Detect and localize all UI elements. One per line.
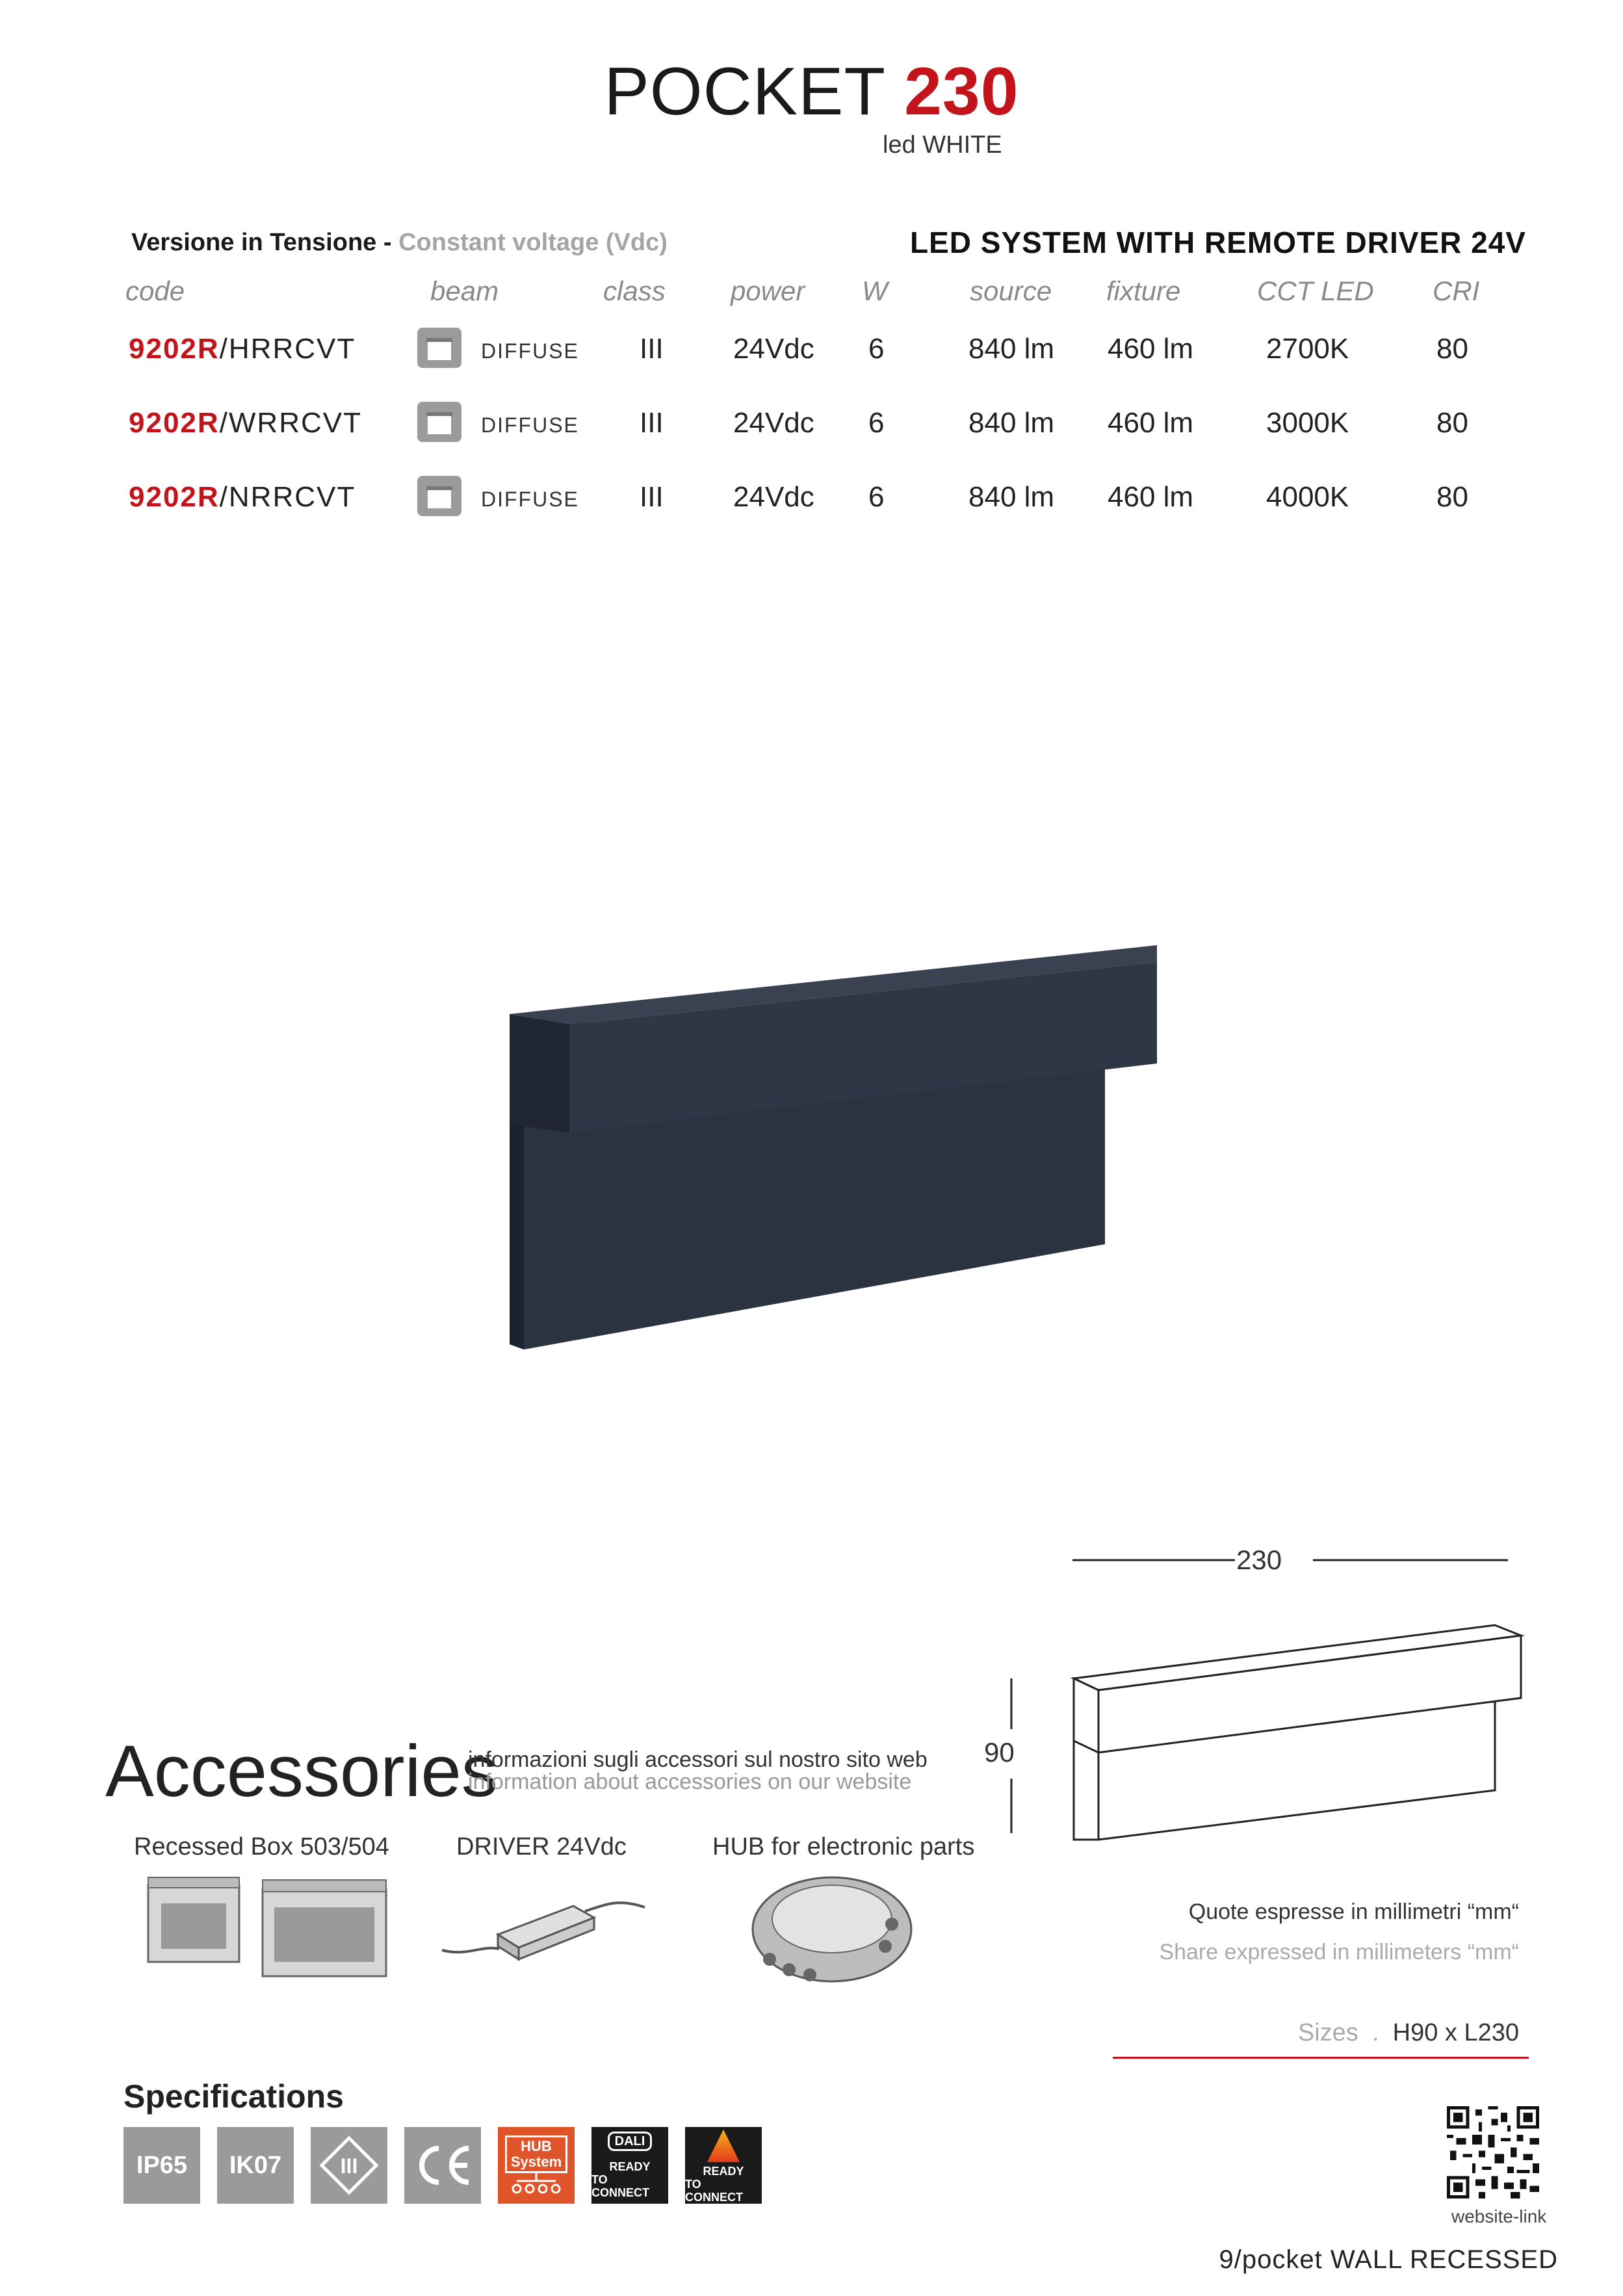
sizes-line-text: Sizes . H90 x L230	[1297, 2019, 1519, 2046]
beam-label: DIFFUSE	[481, 413, 579, 437]
header-class: class	[603, 276, 666, 306]
row-cct: 3000K	[1266, 407, 1349, 439]
accessories-info-en: information about accessories on our website	[468, 1769, 912, 1794]
recessed-box-image	[143, 1873, 396, 1984]
ready-to-connect-badge: READY TO CONNECT	[685, 2127, 762, 2204]
hub-image	[741, 1868, 923, 1992]
accessories-info-it: informazioni sugli accessori sul nostro sito web	[468, 1747, 928, 1772]
system-label: LED SYSTEM WITH REMOTE DRIVER 24V	[910, 226, 1526, 259]
row-w: 6	[868, 333, 885, 365]
row-class: III	[640, 407, 664, 439]
header-cri: CRI	[1433, 276, 1480, 306]
qr-code-icon[interactable]	[1447, 2106, 1539, 2198]
beam-label: DIFFUSE	[481, 488, 579, 511]
height-dimension-label: 90	[984, 1737, 1015, 1768]
row-source: 840 lm	[968, 481, 1055, 513]
website-link[interactable]: website-link	[1451, 2206, 1547, 2226]
row-cri: 80	[1436, 481, 1468, 513]
row-code: 9202R/HRRCVT	[129, 333, 356, 365]
accessory-hub-label: HUB for electronic parts	[712, 1833, 975, 1860]
class-iii-icon	[311, 2127, 387, 2204]
diffuse-beam-icon	[417, 476, 461, 516]
dali-ready-badge: DALI READY TO CONNECT	[591, 2127, 668, 2204]
row-code: 9202R/NRRCVT	[129, 481, 356, 513]
specifications-title: Specifications	[123, 2078, 344, 2115]
row-cct: 2700K	[1266, 333, 1349, 365]
ip65-badge: IP65	[123, 2127, 200, 2204]
diffuse-beam-icon	[417, 328, 461, 368]
flame-icon	[704, 2127, 743, 2165]
hub-system-badge: HUB System	[498, 2127, 575, 2204]
header-cct: CCT LED	[1257, 276, 1374, 306]
header-w: W	[862, 276, 888, 306]
header-power: power	[731, 276, 805, 306]
row-source: 840 lm	[968, 407, 1055, 439]
row-cri: 80	[1436, 333, 1468, 365]
product-image	[494, 936, 1170, 1352]
hub-connections-icon	[510, 2173, 562, 2195]
quote-note-en: Share expressed in millimeters “mm“	[1159, 1940, 1519, 1964]
header-fixture: fixture	[1106, 276, 1181, 306]
accessory-recessed-box-label: Recessed Box 503/504	[134, 1833, 389, 1860]
dali-logo: DALI	[608, 2132, 653, 2151]
row-class: III	[640, 333, 664, 365]
sizes-value: H90 x L230	[1392, 2019, 1519, 2046]
row-class: III	[640, 481, 664, 513]
version-label: Versione in Tensione - Constant voltage (Vdc)	[131, 229, 668, 256]
ce-mark-icon	[404, 2127, 481, 2204]
row-cri: 80	[1436, 407, 1468, 439]
header-source: source	[970, 276, 1052, 306]
accessory-driver-label: DRIVER 24Vdc	[456, 1833, 627, 1860]
accessories-title: Accessories	[105, 1730, 498, 1812]
sizes-divider	[1113, 2057, 1529, 2059]
page-subtitle: led WHITE	[883, 131, 1002, 159]
row-power: 24Vdc	[733, 333, 814, 365]
beam-label: DIFFUSE	[481, 339, 579, 363]
dimension-drawing	[1001, 1534, 1547, 1872]
page-footer: 9/pocket WALL RECESSED	[1219, 2245, 1558, 2274]
svg-text:III: III	[340, 2154, 358, 2178]
row-fixture: 460 lm	[1108, 407, 1194, 439]
header-beam: beam	[430, 276, 499, 306]
width-dimension-label: 230	[1236, 1545, 1282, 1575]
ik07-badge: IK07	[217, 2127, 294, 2204]
driver-image	[435, 1885, 650, 1970]
row-cct: 4000K	[1266, 481, 1349, 513]
title-number: 230	[904, 54, 1019, 129]
header-code: code	[125, 276, 185, 306]
diffuse-beam-icon	[417, 402, 461, 442]
row-fixture: 460 lm	[1108, 481, 1194, 513]
title-main: POCKET	[604, 54, 885, 129]
row-w: 6	[868, 481, 885, 513]
row-fixture: 460 lm	[1108, 333, 1194, 365]
constant-voltage-label: Constant voltage (Vdc)	[398, 229, 668, 256]
row-code: 9202R/WRRCVT	[129, 407, 362, 439]
row-power: 24Vdc	[733, 481, 814, 513]
page-title	[0, 53, 1623, 131]
quote-note-it: Quote espresse in millimetri “mm“	[1188, 1899, 1519, 1924]
row-w: 6	[868, 407, 885, 439]
row-source: 840 lm	[968, 333, 1055, 365]
row-power: 24Vdc	[733, 407, 814, 439]
